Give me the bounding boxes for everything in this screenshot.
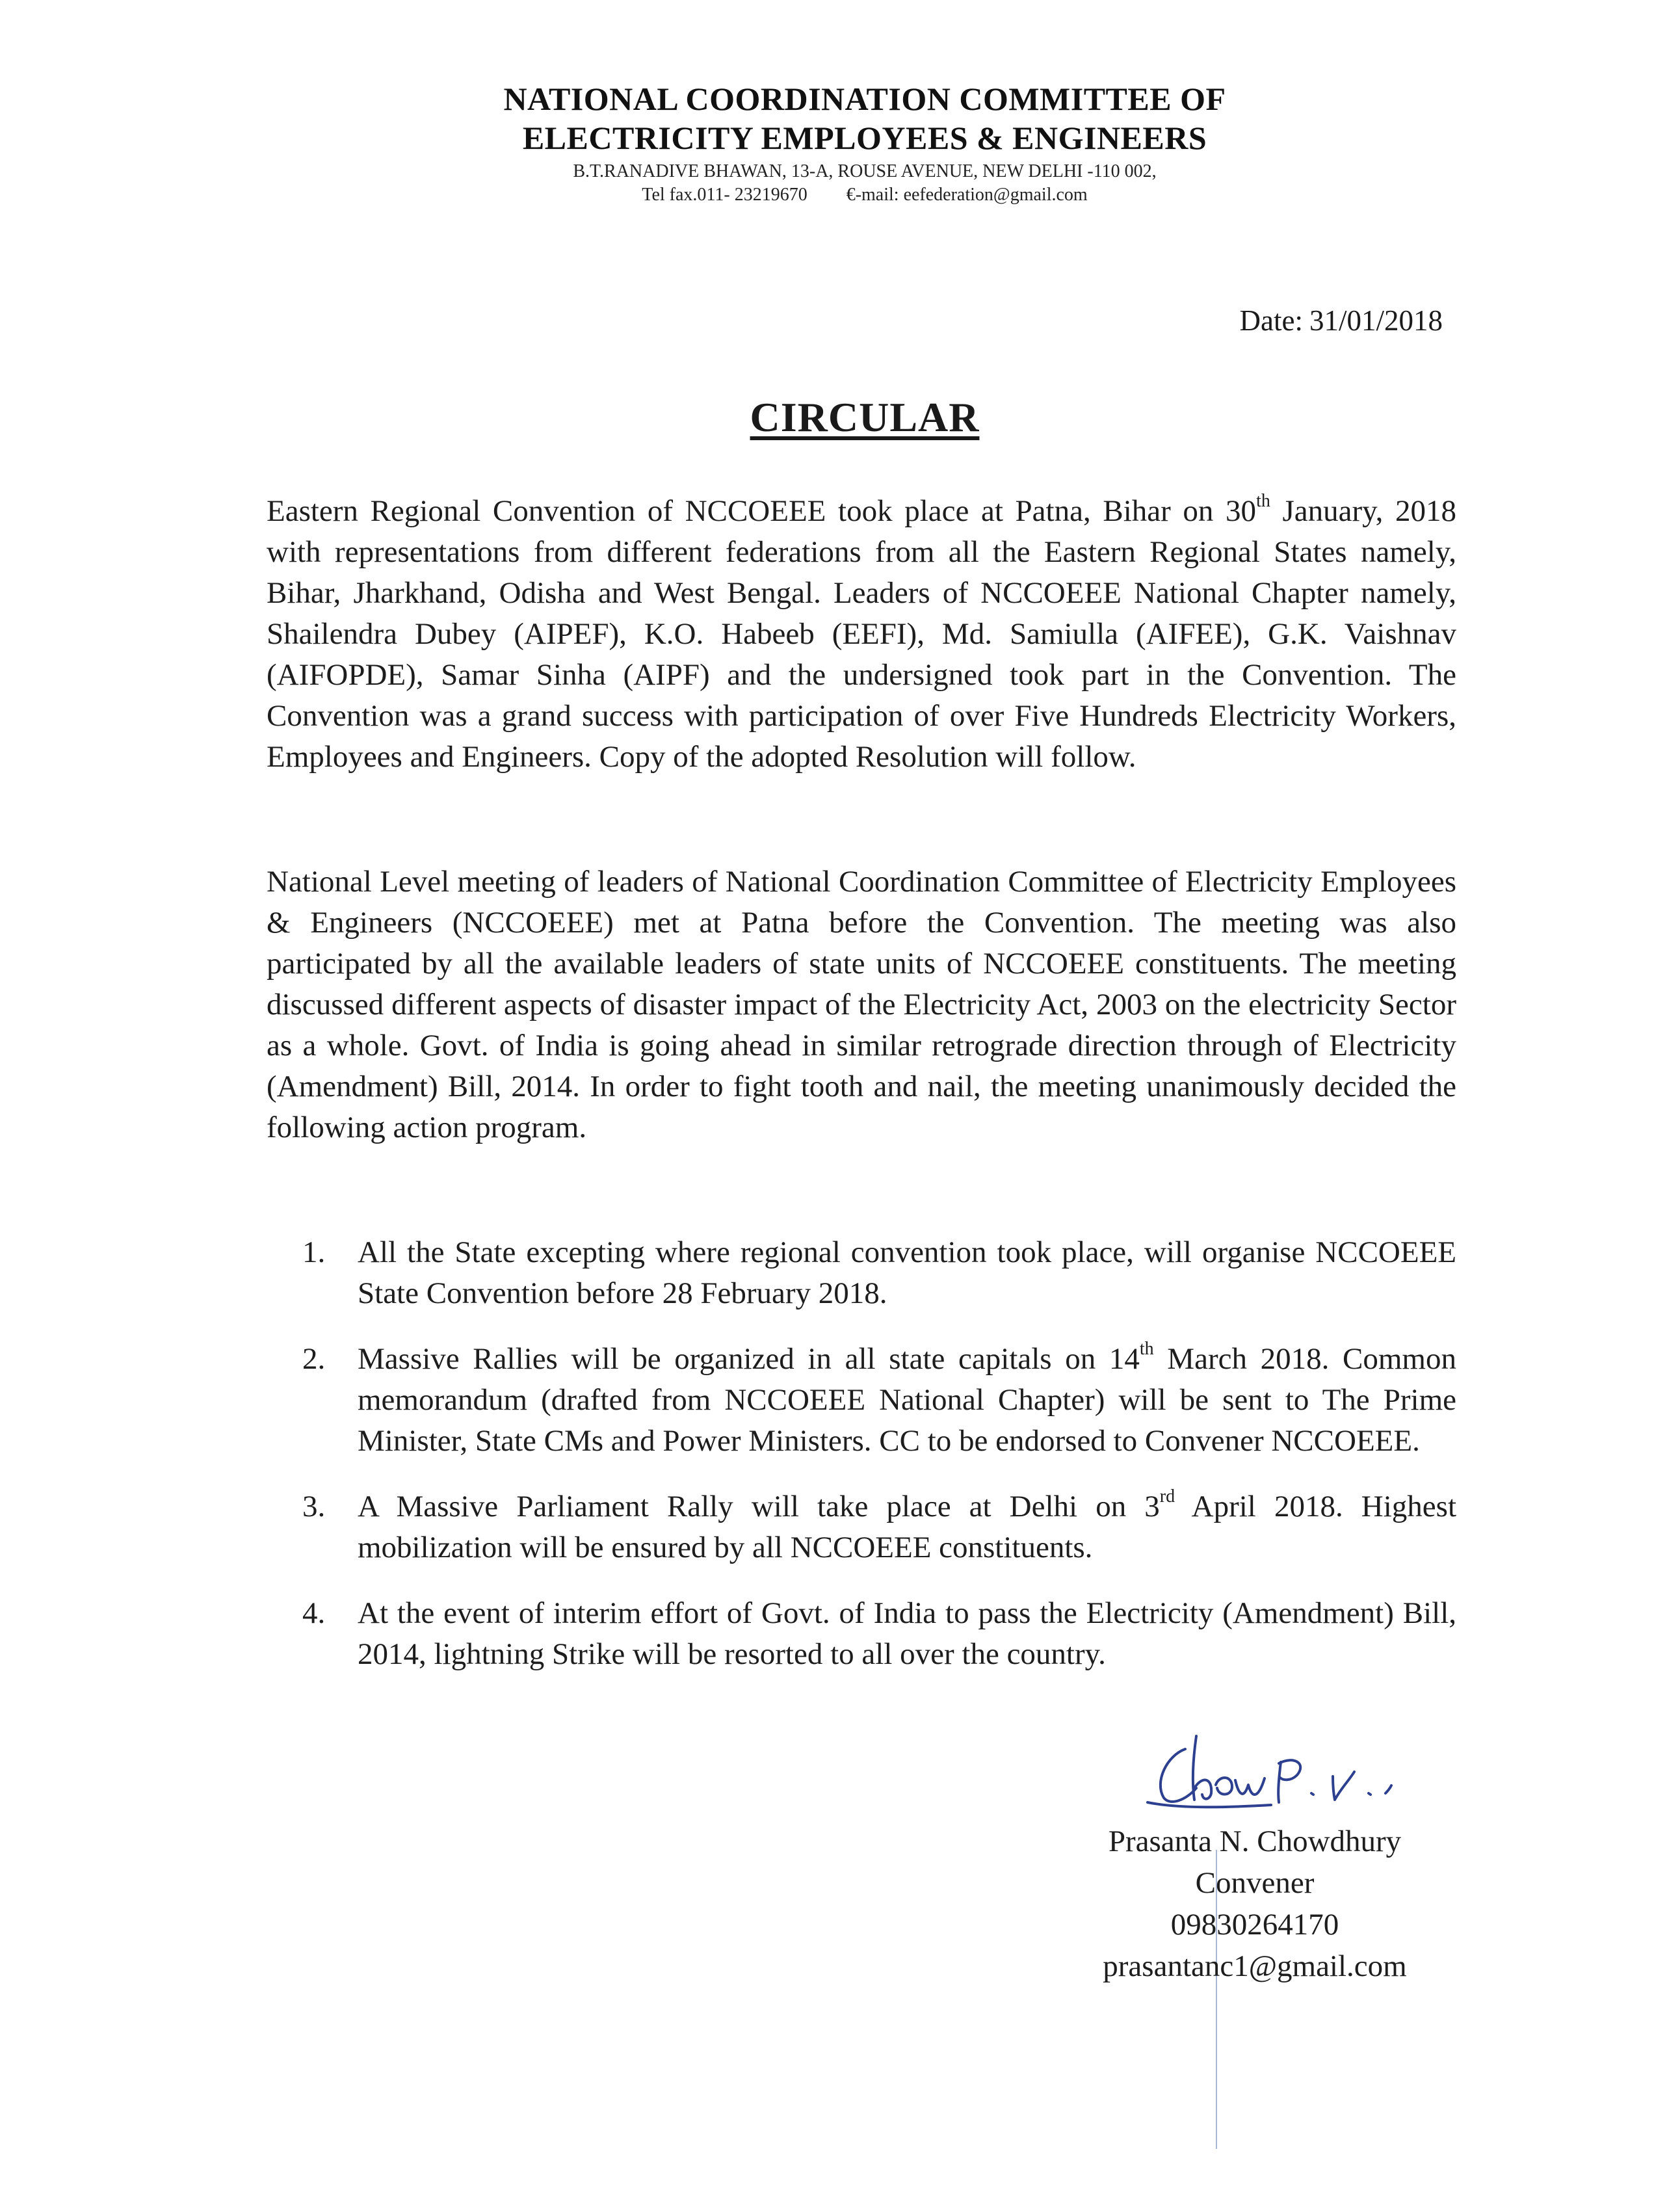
action-item (302, 1232, 1456, 1314)
org-tel: Tel fax.011- 23219670 (642, 185, 807, 205)
paragraph-1-sup: th (1256, 491, 1270, 511)
paragraph-1-part-b: January, 2018 with representations from different federations from all the Eastern Regional States namely, Bihar, Jharkhand, Odisha and West Bengal. Leaders of NCCOEEE National Chapter namely, Shailendra Dubey (AIPEF), K.O. Habeeb (EEFI), Md. Samiulla (AIFEE), G.K. Vaishnav (AIFOPDE), Samar Sinha (AIPF) and the undersigned took part in the Convention. The Convention was a grand success with participation of over Five Hundreds Electricity Workers, Employees and Engineers. Copy of the adopted Resolution will follow. (267, 494, 1456, 774)
action-text-part-a: All the State excepting where regional convention took place, will organise NCCOEEE State Convention before 28 February 2018. (358, 1235, 1456, 1310)
org-name-line-1: NATIONAL COORDINATION COMMITTEE OF (503, 81, 1226, 117)
action-item (302, 1593, 1456, 1675)
action-text (358, 1339, 1456, 1462)
date-label: Date: (1239, 304, 1303, 337)
paragraph-meeting (267, 862, 1456, 1148)
action-text (358, 1593, 1456, 1675)
action-text (358, 1486, 1456, 1568)
action-text-part-a: A Massive Parliament Rally will take place at Delhi on 3 (358, 1490, 1160, 1523)
action-item (302, 1339, 1456, 1462)
org-contact (0, 183, 1654, 207)
action-number: 1. (302, 1235, 326, 1269)
document-title: CIRCULAR (750, 394, 980, 440)
letterhead (0, 79, 1654, 207)
paragraph-2-text: National Level meeting of leaders of National Coordination Committee of Electricity Employees & Engineers (NCCOEEE) met at Patna before the Convention. The meeting was also participated by all the available leaders of state units of NCCOEEE constituents. The meeting discussed different aspects of disaster impact of the Electricity Act, 2003 on the electricity Sector as a whole. Govt. of India is going ahead in similar retrograde direction through of Electricity (Amendment) Bill, 2014. In order to fight tooth and nail, the meeting unanimously decided the following action program. (267, 865, 1456, 1144)
action-item (302, 1486, 1456, 1568)
action-number: 2. (302, 1342, 326, 1376)
action-text-sup: th (1139, 1339, 1154, 1359)
action-number: 4. (302, 1596, 326, 1630)
action-number: 3. (302, 1490, 326, 1523)
action-text-sup: rd (1159, 1486, 1175, 1507)
signatory-email: prasantanc1@gmail.com (1103, 1949, 1407, 1983)
paragraph-1-part-a: Eastern Regional Convention of NCCOEEE took place at Patna, Bihar on 30 (267, 494, 1257, 528)
paragraph-convention (267, 491, 1456, 778)
signatory-phone: 09830264170 (1170, 1908, 1339, 1942)
org-name-line-2: ELECTRICITY EMPLOYEES & ENGINEERS (522, 120, 1207, 156)
action-text-part-b: April 2018. Highest mobilization will be ensured by all NCCOEEE constituents. (358, 1490, 1456, 1564)
paragraph-1-text (267, 491, 1456, 778)
signatory-designation: Convener (1195, 1866, 1315, 1900)
action-text-part-a: Massive Rallies will be organized in all state capitals on 14 (358, 1342, 1140, 1376)
action-text-part-a: At the event of interim effort of Govt. of India to pass the Electricity (Amendment) Bill, 2014, lightning Strike will be resorted to all over the country. (358, 1596, 1456, 1671)
action-program-list (302, 1232, 1456, 1700)
circular-date (1240, 302, 1443, 339)
date-value: 31/01/2018 (1309, 304, 1443, 337)
signatory-name: Prasanta N. Chowdhury (1108, 1824, 1402, 1858)
action-text-part-b: March 2018. Common memorandum (drafted from NCCOEEE National Chapter) will be sent to The Prime Minister, State CMs and Power Ministers. CC to be endorsed to Convener NCCOEEE. (358, 1342, 1456, 1458)
signatory-block (1053, 1821, 1456, 1987)
action-text (358, 1232, 1456, 1314)
handwritten-signature (1135, 1723, 1460, 1814)
org-address: B.T.RANADIVE BHAWAN, 13-A, ROUSE AVENUE, NEW DELHI -110 002, (573, 161, 1157, 181)
org-email: €-mail: eefederation@gmail.com (846, 185, 1088, 205)
